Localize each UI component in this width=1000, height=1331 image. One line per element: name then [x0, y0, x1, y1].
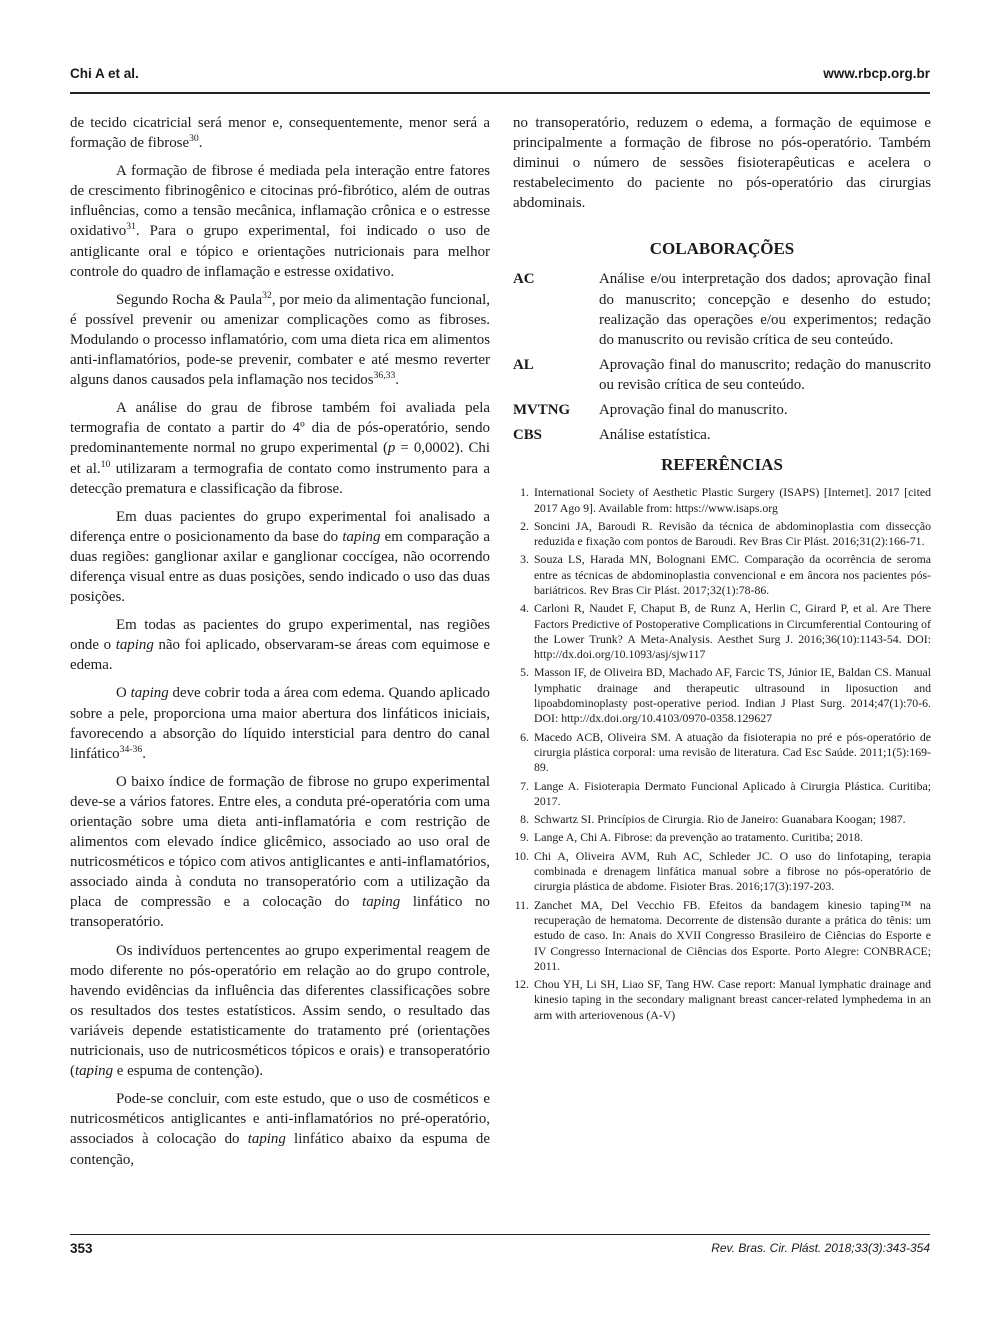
reference-item: 1. International Society of Aesthetic Plastic Surgery (ISAPS) [Internet]. 2017 [cited 2017 Ago 9]. Available from: https://www.isaps.org	[520, 485, 931, 515]
paragraph: no transoperatório, reduzem o edema, a formação de equimose e principalmente a formação de fibrose no pós-operatório. Também diminui o número de sessões fisioterapêuticas e acelera o restabelecimento do paciente no pós-operatório das cirurgias abdominais.	[513, 115, 931, 212]
page-number: 353	[70, 1241, 93, 1256]
contribution-item	[513, 400, 931, 420]
reference-item: 6. Macedo ACB, Oliveira SM. A atuação da fisioterapia no pré e pós-operatório de cirurgia plástica corporal: uma revisão de literatura. Cad Esc Saúde. 2011;1(5):169-89.	[520, 729, 931, 775]
paragraph: Segundo Rocha & Paula$^{32}$, por meio da alimentação funcional, é possível prevenir ou amenizar complicações como as fibroses. Modulando o processo inflamatório, com uma dieta rica em alimentos anti-inflamatórios, pode-se prevenir, combater e até mesmo reverter alguns danos causados pela inflamação nos tecidos$^{36,33}$.	[70, 289, 490, 389]
reference-item: 9. Lange A, Chi A. Fibrose: da prevenção ao tratamento. Curitiba; 2018.	[520, 830, 863, 845]
reference-item: 7. Lange A. Fisioterapia Dermato Funcional Aplicado à Cirurgia Plástica. Curitiba; 2017.	[520, 778, 931, 808]
collaborations-heading: COLABORAÇÕES	[649, 239, 795, 259]
right-column	[513, 113, 931, 1213]
running-author: Chi A et al.	[70, 66, 139, 81]
references-list	[513, 485, 931, 1023]
paragraph: A análise do grau de fibrose também foi avaliada pela termografia de contato a partir do 4º dia de pós-operatório, sendo predominantemente normal no grupo experimental (p = 0,0002). Chi et al.$^{10}$ utilizaram a termografia de contato como instrumento para a detecção prematura e classificação da fibrose.	[70, 400, 490, 497]
page-footer	[70, 1241, 930, 1259]
paragraph: A formação de fibrose é mediada pela interação entre fatores de crescimento fibrinogênico e citocinas pró-fibrótico, além de outras influências, como a tensão mecânica, inflamação crônica e o estresse oxidativo$^{31}$. Para o grupo experimental, foi indicado o uso de antiglicante oral e tópico e orientações nutricionais para melhor controle do quadro de inflamação e estresse oxidativo.	[70, 163, 490, 280]
contribution-description: Aprovação final do manuscrito.	[599, 402, 788, 419]
contribution-description: Análise e/ou interpretação dos dados; aprovação final do manuscrito; concepção e desenho do estudo; realização das operações e/ou experimentos; redação do manuscrito ou revisão crítica de seu conteúdo.	[599, 271, 931, 348]
journal-url[interactable]: www.rbcp.org.br	[823, 66, 930, 81]
paragraph: O taping deve cobrir toda a área com edema. Quando aplicado sobre a pele, proporciona uma maior abertura dos linfáticos iniciais, favorecendo a absorção do líquido intersticial para dentro do canal linfático$^{34-36}$.	[70, 685, 490, 762]
contribution-description: Análise estatística.	[599, 427, 711, 444]
contribution-item	[513, 355, 931, 395]
reference-item: 12. Chou YH, Li SH, Liao SF, Tang HW. Case report: Manual lymphatic drainage and kinesio taping in the secondary malignant breast cancer-related lymphedema in an arm with arteriovenous (A-V)	[514, 977, 931, 1022]
reference-item: 11. Zanchet MA, Del Vecchio FB. Efeitos da bandagem kinesio taping™ na recuperação de hematoma. Decorrente de distensão durante a prática do tênis: um estudo de caso. In: Anais do XVII Congresso Brasileiro de Ciências do Esporte e IV Congresso Internacional de Ciências dos Esporte. Porto Alegre: CONBRACE; 2011.	[514, 897, 931, 973]
paragraph: Em duas pacientes do grupo experimental foi analisado a diferença entre o posicionamento da base do taping em comparação a duas regiões: ganglionar axilar e ganglionar coccígea, não ocorrendo diferença visual entre as duas posições, sendo indicado o uso das duas posições.	[70, 508, 490, 606]
contribution-description: Aprovação final do manuscrito; redação do manuscrito ou revisão crítica de seu conteúdo.	[599, 356, 931, 393]
paragraph: de tecido cicatricial será menor e, consequentemente, menor será a formação de fibrose$^{30}$.	[70, 115, 490, 152]
left-column	[70, 113, 490, 1213]
footer-divider	[70, 1234, 930, 1235]
contributions-list	[513, 269, 931, 445]
page-header	[70, 66, 930, 84]
paragraph: O baixo índice de formação de fibrose no grupo experimental deve-se a vários fatores. Entre eles, a conduta pré-operatória com uma orientação sobre uma dieta anti-inflamatória e com restrição de alimentos com elevado índice glicêmico, associado ao uso oral de nutricosméticos e tópico com ativos antiglicantes e anti-inflamatórios, associado ainda à conduta no transoperatório com a utilização da placa de compressão e a colocação do taping linfático no transoperatório.	[70, 773, 490, 931]
paragraph: Em todas as pacientes do grupo experimental, nas regiões onde o taping não foi aplicado, observaram-se áreas com equimose e edema.	[70, 617, 490, 674]
paragraph: Os indivíduos pertencentes ao grupo experimental reagem de modo diferente no pós-operatório em relação ao do grupo controle, havendo evidências da influência das diferentes classificações sobre os resultados dos testes estatísticos. Assim sendo, o resultado das variáveis depende estatisticamente do tratamento pré (orientações nutricionais, uso de nutricosméticos tópicos e orais) e transoperatório (taping e espuma de contenção).	[70, 942, 490, 1080]
reference-item: 10. Chi A, Oliveira AVM, Ruh AC, Schleder JC. O uso do linfotaping, terapia combinada e drenagem linfática manual sobre a fibrose no pós-operatório de cirurgia plástica de abdome. Fisioter Bras. 2016;17(3):197-203.	[514, 848, 931, 894]
contribution-item	[513, 269, 931, 349]
reference-item: 5. Masson IF, de Oliveira BD, Machado AF, Farcic TS, Júnior IE, Baldan CS. Manual lymphatic drainage and therapeutic ultrasound in liposuction and lipoabdominoplasty post-operative period. Indian J Plast Surg. 2014;47(1):70-6. DOI: http://dx.doi.org/10.4103/0970-0358.129627	[520, 665, 931, 726]
contribution-item	[513, 425, 931, 445]
author-initials: AC	[513, 271, 535, 288]
author-initials: MVTNG	[513, 402, 571, 419]
author-initials: AL	[513, 356, 534, 373]
reference-item: 3. Souza LS, Harada MN, Bolognani EMC. Comparação da ocorrência de seroma entre as técnicas de abdominoplastia convencional e em âncora nos pacientes pós-bariátricos. Rev Bras Cir Plást. 2017;32(1):78-86.	[520, 552, 931, 597]
paragraph: Pode-se concluir, com este estudo, que o uso de cosméticos e nutricosméticos antiglicantes e anti-inflamatórios no pré-operatório, associados à colocação do taping linfático abaixo da espuma de contenção,	[70, 1091, 490, 1168]
reference-item: 4. Carloni R, Naudet F, Chaput B, de Runz A, Herlin C, Girard P, et al. Are There Factors Predictive of Postoperative Complications in Circumferential Contouring of the Lower Trunk? A Meta-Analysis. Aesthet Surg J. 2016;36(10):1143-54. DOI: http://dx.doi.org/10.1093/asj/sjw117	[520, 601, 931, 662]
reference-item: 8. Schwartz SI. Princípios de Cirurgia. Rio de Janeiro: Guanabara Koogan; 1987.	[520, 812, 906, 827]
reference-item: 2. Soncini JA, Baroudi R. Revisão da técnica de abdominoplastia com dissecção reduzida e fixação com pontos de Baroudi. Rev Bras Cir Plást. 2016;31(2):166-71.	[520, 518, 931, 549]
header-divider	[70, 92, 930, 94]
references-heading: REFERÊNCIAS	[661, 455, 783, 475]
author-initials: CBS	[513, 427, 542, 444]
journal-citation: Rev. Bras. Cir. Plást. 2018;33(3):343-354	[711, 1241, 930, 1255]
